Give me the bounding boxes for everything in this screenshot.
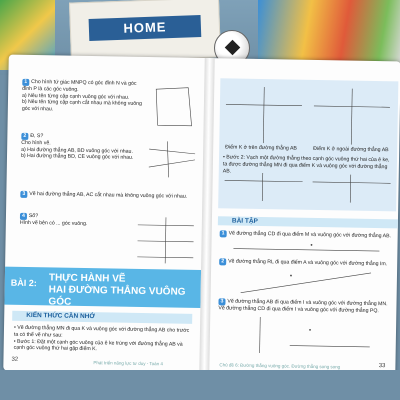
bt-exercise-3 (218, 298, 392, 315)
perpendicular-figure-off-line (311, 86, 392, 147)
page-number-left: 32 (11, 356, 19, 364)
step-2-figures (222, 170, 393, 205)
footer-left: Phát triển năng lực tư duy - Toán 4 (93, 360, 163, 367)
bt-2-figure (231, 269, 381, 298)
exercise-number: 2 (21, 133, 28, 140)
exercise-3-text: Vẽ hai đường thẳng AB, AC cắt nhau mà không vuông góc với nhau. (29, 190, 188, 200)
notebook (69, 0, 221, 63)
kien-thuc-heading: KIẾN THỨC CẦN NHỚ (12, 311, 192, 324)
perpendicular-figure-on-line (223, 84, 304, 145)
lesson-number: BÀI 2: (10, 277, 37, 289)
lesson-banner (4, 267, 201, 308)
lesson-title-line-1: THỰC HÀNH VẼ (48, 272, 126, 285)
right-angle-figure (135, 215, 196, 266)
step-2-text: • Bước 2: Vạch một đường thẳng theo cạnh góc vuông thứ hai của ê ke, ta được đường thẳng MN đi qua điểm K và vuông góc với đường thẳng AB. (222, 154, 390, 175)
exercise-1-text: Cho hình tứ giác MNPQ có góc đỉnh N và góc đỉnh P là các góc vuông. a) Nêu tên từng cặp cạnh vuông góc với nhau. b) Nêu tên từng cặp cạnh cắt nhau mà không vuông góc với nhau. (21, 78, 142, 113)
left-page (3, 55, 204, 374)
bt-exercise-3-text: Vẽ đường thẳng AB đi qua điểm I và vuông góc với đường thẳng MN. Vẽ đường thẳng CD đi qua điểm I và vuông góc với đường thẳng PQ. (218, 298, 388, 314)
exercise-number: 1 (22, 79, 29, 86)
figure-panel-top (218, 78, 398, 211)
exercise-2 (21, 133, 141, 162)
table-foreground (0, 370, 400, 400)
exercise-number: 2 (219, 258, 226, 265)
exercise-4 (20, 213, 130, 228)
bt-3-figure (230, 315, 381, 358)
right-page (209, 58, 400, 377)
exercise-number: 1 (220, 230, 227, 237)
bt-exercise-1-text: Vẽ đường thẳng CD đi qua điểm M và vuông góc với đường thẳng AB. (228, 230, 392, 240)
footer-right: Chủ đề 6: Đường thẳng vuông góc. Đường thẳng song song (219, 362, 341, 370)
exercise-1 (22, 79, 143, 115)
exercise-4-text: Số? Hình vẽ bên có ... góc vuông. (19, 212, 88, 227)
notebook-band (89, 15, 202, 41)
notebook-title: HOME (123, 19, 167, 36)
bt-1-figure (231, 241, 381, 260)
exercise-2-text: Đ, S? Cho hình vẽ. a) Hai đường thẳng AB, BD vuông góc với nhau. b) Hai đường thẳng BD, CE vuông góc với nhau. (20, 132, 134, 162)
exercise-3 (20, 191, 190, 201)
caption-on-line: Điểm K ở trên đường thẳng AB (225, 144, 297, 152)
bt-exercise-2-text: Vẽ đường thẳng RL đi qua điểm A và vuông góc với đường thẳng Im. (228, 258, 388, 268)
lesson-title-line-2: HAI ĐƯỜNG THẲNG VUÔNG GÓC (48, 284, 186, 308)
bt-exercise-1 (220, 230, 394, 240)
bai-tap-heading: BÀI TẬP (218, 216, 398, 228)
bt-exercise-2 (219, 258, 393, 268)
lesson-title (48, 272, 201, 311)
exercise-number: 4 (20, 213, 27, 220)
open-book (3, 55, 400, 378)
lines-figure (147, 139, 198, 180)
exercise-number: 3 (20, 191, 27, 198)
page-number-right: 33 (378, 363, 386, 370)
quadrilateral-figure (147, 81, 198, 132)
caption-off-line: Điểm K ở ngoài đường thẳng AB (313, 145, 389, 154)
exercise-number: 3 (218, 298, 225, 305)
kien-thuc-text: • Vẽ đường thẳng MN đi qua K và vuông góc với đường thẳng AB cho trước ta có thể vẽ như sau: • Bước 1: Đặt một cạnh góc vuông của ê ke trùng với đường thẳng AB và cạnh góc vuông thứ hai gặp điểm K. (13, 324, 190, 353)
